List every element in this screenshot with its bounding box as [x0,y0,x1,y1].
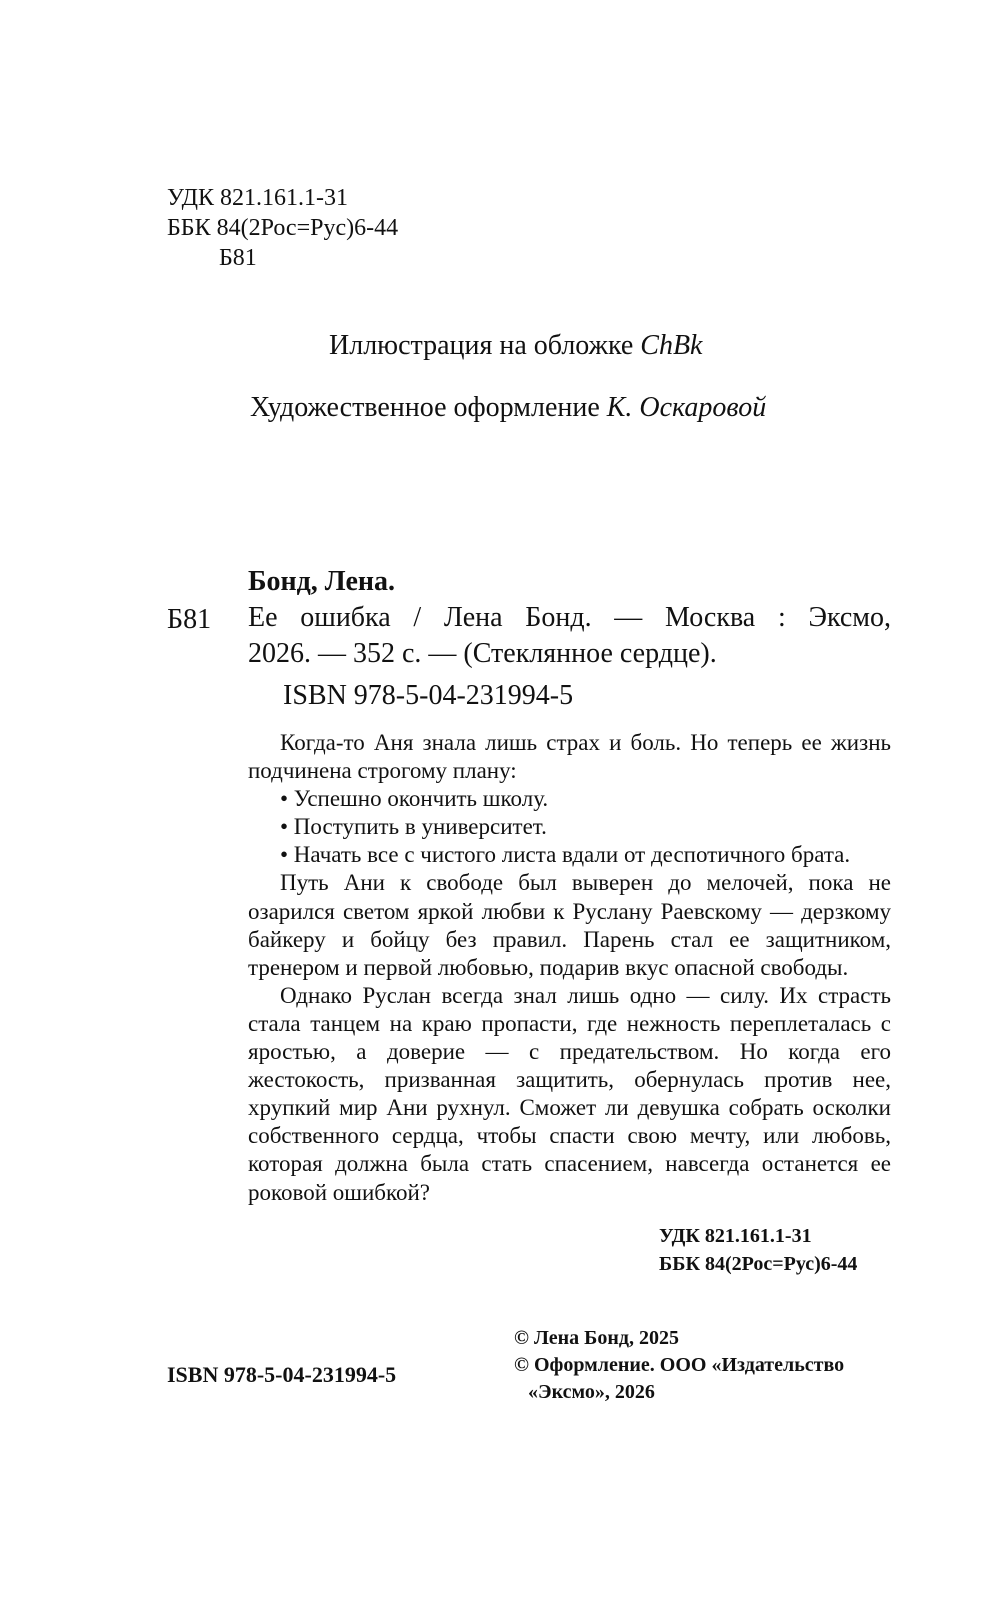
abstract-intro: Когда-то Аня знала лишь страх и боль. Но теперь ее жизнь подчинена строгому плану: [248,730,891,784]
bbk-code-bottom: ББК 84(2Рос=Рус)6-44 [659,1253,858,1275]
illustration-credit [329,330,703,362]
author-heading: Бонд, Лена. [248,566,396,597]
isbn-bottom: ISBN 978-5-04-231994-5 [167,1362,397,1387]
udk-code: УДК 821.161.1-31 [167,185,348,211]
isbn-main: ISBN 978-5-04-231994-5 [283,680,574,711]
abstract-bullet: • Начать все с чистого листа вдали от деспотичного брата. [280,842,851,868]
design-name: К. Оскаровой [606,392,767,423]
abstract-paragraph-2: Путь Ани к свободе был выверен до мелочей, пока не озарился светом яркой любви к Руслану Раевскому — дерзкому байкеру и бойцу без правил. Парень стал ее защитником, тренером и первой любовью, подарив вкус опасной свободы. [248,870,891,980]
citation-line-1: Ее ошибка / Лена Бонд. — Москва : Эксмо, [248,602,891,633]
design-label: Художественное оформление [250,392,607,423]
bbk-code: ББК 84(2Рос=Рус)6-44 [167,215,399,241]
abstract-paragraph-3: Однако Руслан всегда знал лишь одно — силу. Их страсть стала танцем на краю пропасти, где нежность переплеталась с яростью, а доверие — с предательством. Но когда его жестокость, призванная защитить, обернулась против нее, хрупкий мир Ани рухнул. Сможет ли девушка собрать осколки собственного сердца, чтобы спасти свою мечту, или любовь, которая должна была стать спасением, навсегда останется ее роковой ошибкой? [248,982,891,1205]
udk-code-bottom: УДК 821.161.1-31 [659,1225,812,1247]
citation-line-2: 2026. — 352 с. — (Стеклянное сердце). [248,638,717,669]
bottom-classification-codes [659,1222,857,1278]
design-credit [250,392,766,424]
abstract-bullet: • Поступить в университет. [280,814,547,840]
copyright-design-cont: «Эксмо», 2026 [528,1381,655,1403]
citation [248,600,891,672]
author-sign: Б81 [219,245,257,271]
illustration-label: Иллюстрация на обложке [329,330,641,361]
illustration-name: ChBk [640,330,703,361]
copyright-block [514,1325,844,1406]
copyright-author: © Лена Бонд, 2025 [514,1327,679,1349]
shelf-mark: Б81 [167,604,212,635]
abstract [248,729,891,1207]
copyright-design: © Оформление. ООО «Издательство [514,1354,845,1376]
top-classification-codes [167,183,398,273]
abstract-bullet: • Успешно окончить школу. [280,786,549,812]
